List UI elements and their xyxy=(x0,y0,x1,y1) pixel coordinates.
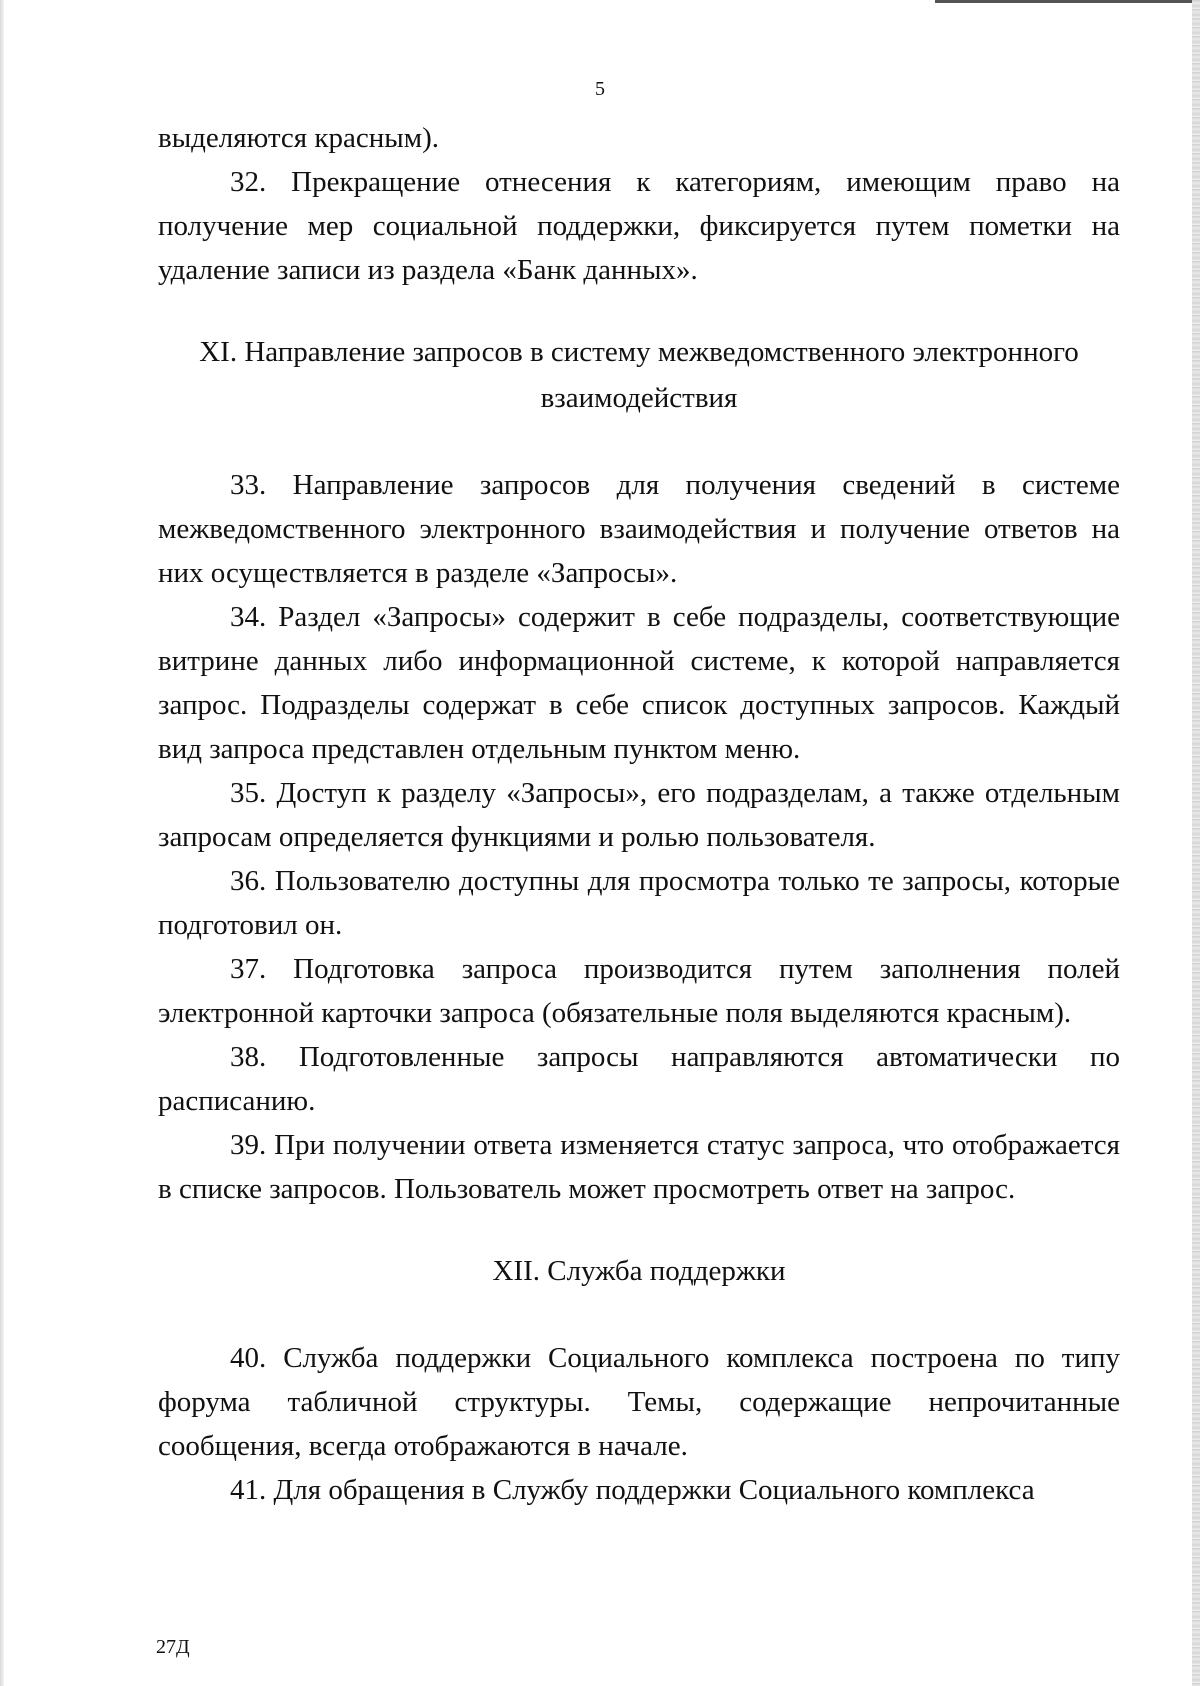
spacer xyxy=(158,1211,1120,1248)
footer-code: 27Д xyxy=(156,1636,190,1658)
paragraph-36: 36. Пользователю доступны для просмотра только те запросы, которые подготовил он. xyxy=(158,865,1120,941)
spacer xyxy=(158,292,1120,329)
scan-edge-top xyxy=(935,0,1195,3)
paragraph-35: 35. Доступ к разделу «Запросы», его подразделам, а также отдельным запросам определяется функциями и ролью пользователя. xyxy=(158,777,1120,853)
paragraph-37: 37. Подготовка запроса производится путем заполнения полей электронной карточки запроса (обязательные поля выделяются красным). xyxy=(158,953,1120,1029)
paragraph-34: 34. Раздел «Запросы» содержит в себе подразделы, соответствующие витрине данных либо информационной системе, к которой направляется запрос. Подразделы содержат в себе список доступных запросов. Каждый вид запроса представлен отдельным пунктом меню. xyxy=(158,601,1120,765)
section-heading-xi: XI. Направление запросов в систему межведомственного электронного взаимодействия xyxy=(199,336,1079,414)
section-heading-xii: XII. Служба поддержки xyxy=(492,1255,786,1287)
spacer xyxy=(158,1294,1120,1336)
paragraph-33: 33. Направление запросов для получения сведений в системе межведомственного электронного взаимодействия и получение ответов на них осуществляется в разделе «Запросы». xyxy=(158,469,1120,589)
paragraph-40: 40. Служба поддержки Социального комплекса построена по типу форума табличной структуры. Темы, содержащие непрочитанные сообщения, всегда отображаются в начале. xyxy=(158,1342,1120,1462)
paragraph-32: 32. Прекращение отнесения к категориям, имеющим право на получение мер социальной поддержки, фиксируется путем пометки на удаление записи из раздела «Банк данных». xyxy=(158,166,1120,286)
document-body xyxy=(158,116,1120,1512)
paragraph-39: 39. При получении ответа изменяется статус запроса, что отображается в списке запросов. Пользователь может просмотреть ответ на запрос. xyxy=(158,1129,1120,1205)
page-number: 5 xyxy=(595,78,605,100)
scan-edge-right xyxy=(1192,0,1200,1686)
paragraph-38: 38. Подготовленные запросы направляются автоматически по расписанию. xyxy=(158,1041,1120,1117)
spacer xyxy=(158,421,1120,463)
scan-edge-left xyxy=(0,0,4,1686)
paragraph-continuation: выделяются красным). xyxy=(158,122,439,154)
paragraph-41: 41. Для обращения в Службу поддержки Социального комплекса xyxy=(230,1474,1035,1506)
